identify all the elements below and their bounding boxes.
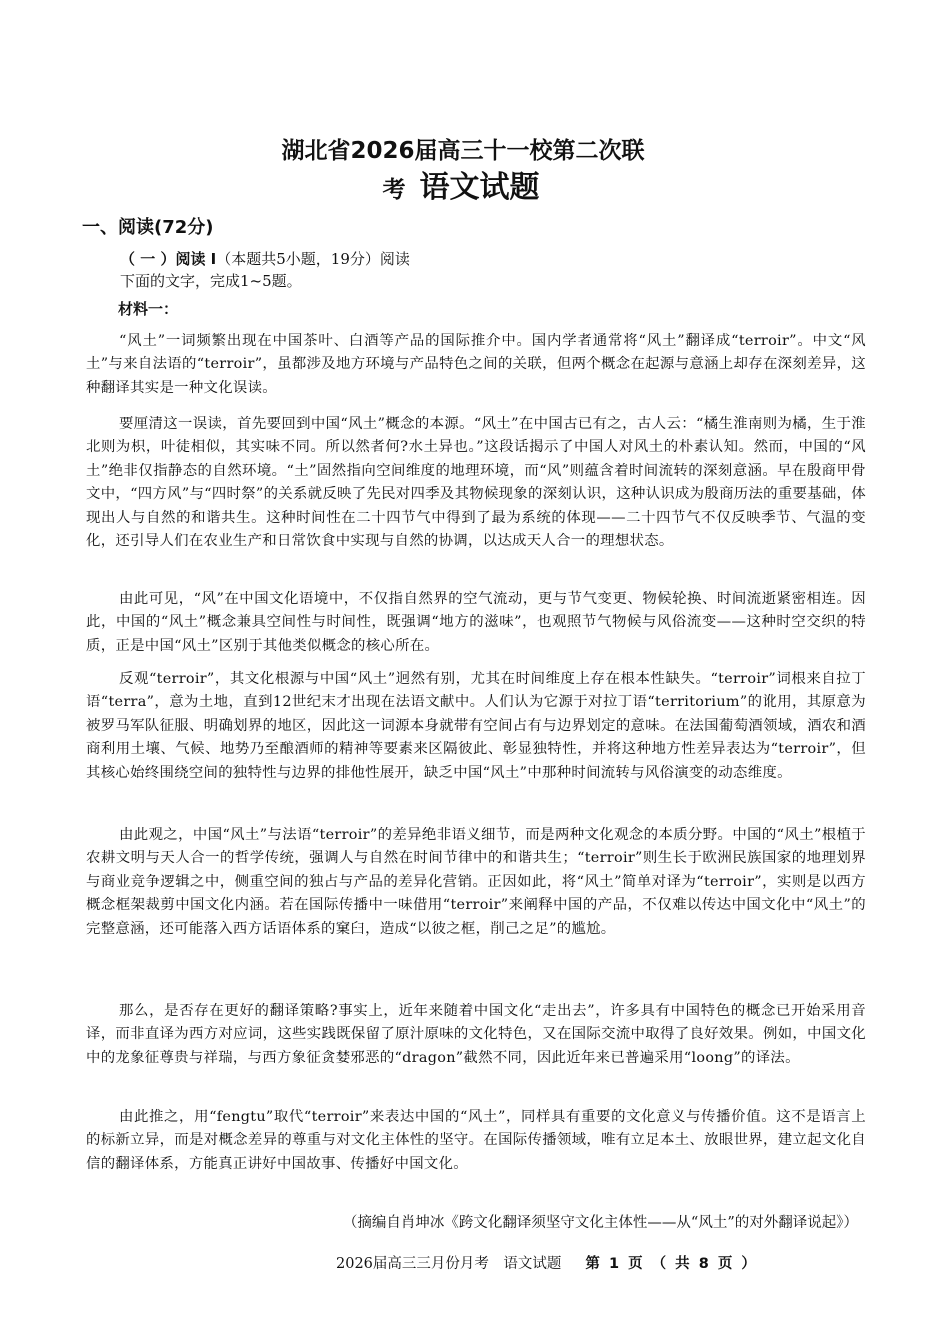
passage-paragraph-3: 由此可见，“风”在中国文化语境中，不仅指自然界的空气流动，更与节气变更、物候轮换、时间流逝紧密相连。因此，中国的“风土”概念兼具空间性与时间性，既强调“地方的滋味”，也观照节气物候与风俗流变——这种时空交织的特质，正是中国“风土”区别于其他类似概念的核心所在。 xyxy=(86,591,866,654)
reading-part-label: （ 一 ）阅读 I xyxy=(120,250,217,268)
passage-paragraph-4: 反观“terroir”，其文化根源与中国“风土”迥然有别，尤其在时间维度上存在根本性缺失。“terroir”词根来自拉丁语“terra”，意为土地，直到12世纪末才出现在法语文献中。人们认为它源于对拉丁语“territorium”的讹用，其原意为被罗马军队征服、明确划界的地区，因此这一词源本身就带有空间占有与边界划定的意味。在法国葡萄酒领域，酒农和酒商利用土壤、气候、地势乃至酿酒师的精神等要素来区隔彼此、彰显独特性，并将这种地方性差异表达为“terroir”，但其核心始终围绕空间的独特性与边界的排他性展开，缺乏中国“风土”中那种时间流转与风俗演变的动态维度。 xyxy=(86,671,866,781)
exam-title-line1: 湖北省2026届高三十一校第二次联 xyxy=(281,138,645,164)
exam-title-prefix: 考 xyxy=(382,177,406,203)
page-footer xyxy=(336,1252,758,1273)
passage-paragraph-5: 由此观之，中国“风土”与法语“terroir”的差异绝非语义细节，而是两种文化观念的本质分野。中国的“风土”根植于农耕文明与天人合一的哲学传统，强调人与自然在时间节律中的和谐共生；“terroir”则生长于欧洲民族国家的地理划界与商业竞争逻辑之中，侧重空间的独占与产品的差异化营销。正因如此，将“风土”简单对译为“terroir”，实则是以西方概念框架裁剪中国文化内涵。若在国际传播中一味借用“terroir”来阐释中国的产品，不仅难以传达中国文化中“风土”的完整意涵，还可能落入西方话语体系的窠臼，造成“以彼之框，削己之足”的尴尬。 xyxy=(86,827,866,937)
footer-exam-name: 2026届高三三月份月考 语文试题 xyxy=(336,1256,562,1272)
footer-page-number: 第 1 页 （ 共 8 页 ） xyxy=(585,1256,758,1272)
passage-source: （摘编自肖坤冰《跨文化翻译须坚守文化主体性——从“风土”的对外翻译说起》） xyxy=(342,1215,858,1231)
reading-instructions xyxy=(120,248,420,292)
reading-instructions-text: （本题共5小题，19分）阅读下面的文字，完成1~5题。 xyxy=(120,250,410,290)
passage-paragraph-6: 那么，是否存在更好的翻译策略?事实上，近年来随着中国文化“走出去”，许多具有中国特色的概念已开始采用音译，而非直译为西方对应词，这些实践既保留了原汁原味的文化特色，又在国际交流中取得了良好效果。例如，中国文化中的龙象征尊贵与祥瑞，与西方象征贪婪邪恶的“dragon”截然不同，因此近年来已普遍采用“loong”的译法。 xyxy=(86,1003,866,1066)
passage-paragraph-7: 由此推之，用“fengtu”取代“terroir”来表达中国的“风土”，同样具有重要的文化意义与传播价值。这不是语言上的标新立异，而是对概念差异的尊重与对文化主体性的坚守。在国际传播领域，唯有立足本土、放眼世界，建立起文化自信的翻译体系，方能真正讲好中国故事、传播好中国文化。 xyxy=(86,1109,866,1172)
exam-subject-title: 语文试题 xyxy=(419,170,540,205)
exam-title-line2 xyxy=(0,162,936,206)
section-heading: 一、阅读(72分) xyxy=(82,217,214,238)
passage-paragraph-2: 要厘清这一误读，首先要回到中国“风土”概念的本源。“风土”在中国古已有之，古人云：“橘生淮南则为橘，生于淮北则为枳，叶徒相似，其实味不同。所以然者何?水土异也。”这段话揭示了中国人对风土的朴素认知。然而，中国的“风土”绝非仅指静态的自然环境。“土”固然指向空间维度的地理环境，而“风”则蕴含着时间流转的深刻意涵。早在殷商甲骨文中，“四方风”与“四时祭”的关系就反映了先民对四季及其物候现象的深刻认识，这种认识成为殷商历法的重要基础，体现出人与自然的和谐共生。这种时间性在二十四节气中得到了最为系统的体现——二十四节气不仅反映季节、气温的变化，还引导人们在农业生产和日常饮食中实现与自然的协调，以达成天人合一的理想状态。 xyxy=(86,416,866,550)
material-label: 材料一： xyxy=(118,300,179,318)
passage-paragraph-1: “风土”一词频繁出现在中国茶叶、白酒等产品的国际推介中。国内学者通常将“风土”翻译成“terroir”。中文“风土”与来自法语的“terroir”，虽都涉及地方环境与产品特色之间的关联，但两个概念在起源与意涵上却存在深刻差异，这种翻译其实是一种文化误读。 xyxy=(86,333,866,396)
